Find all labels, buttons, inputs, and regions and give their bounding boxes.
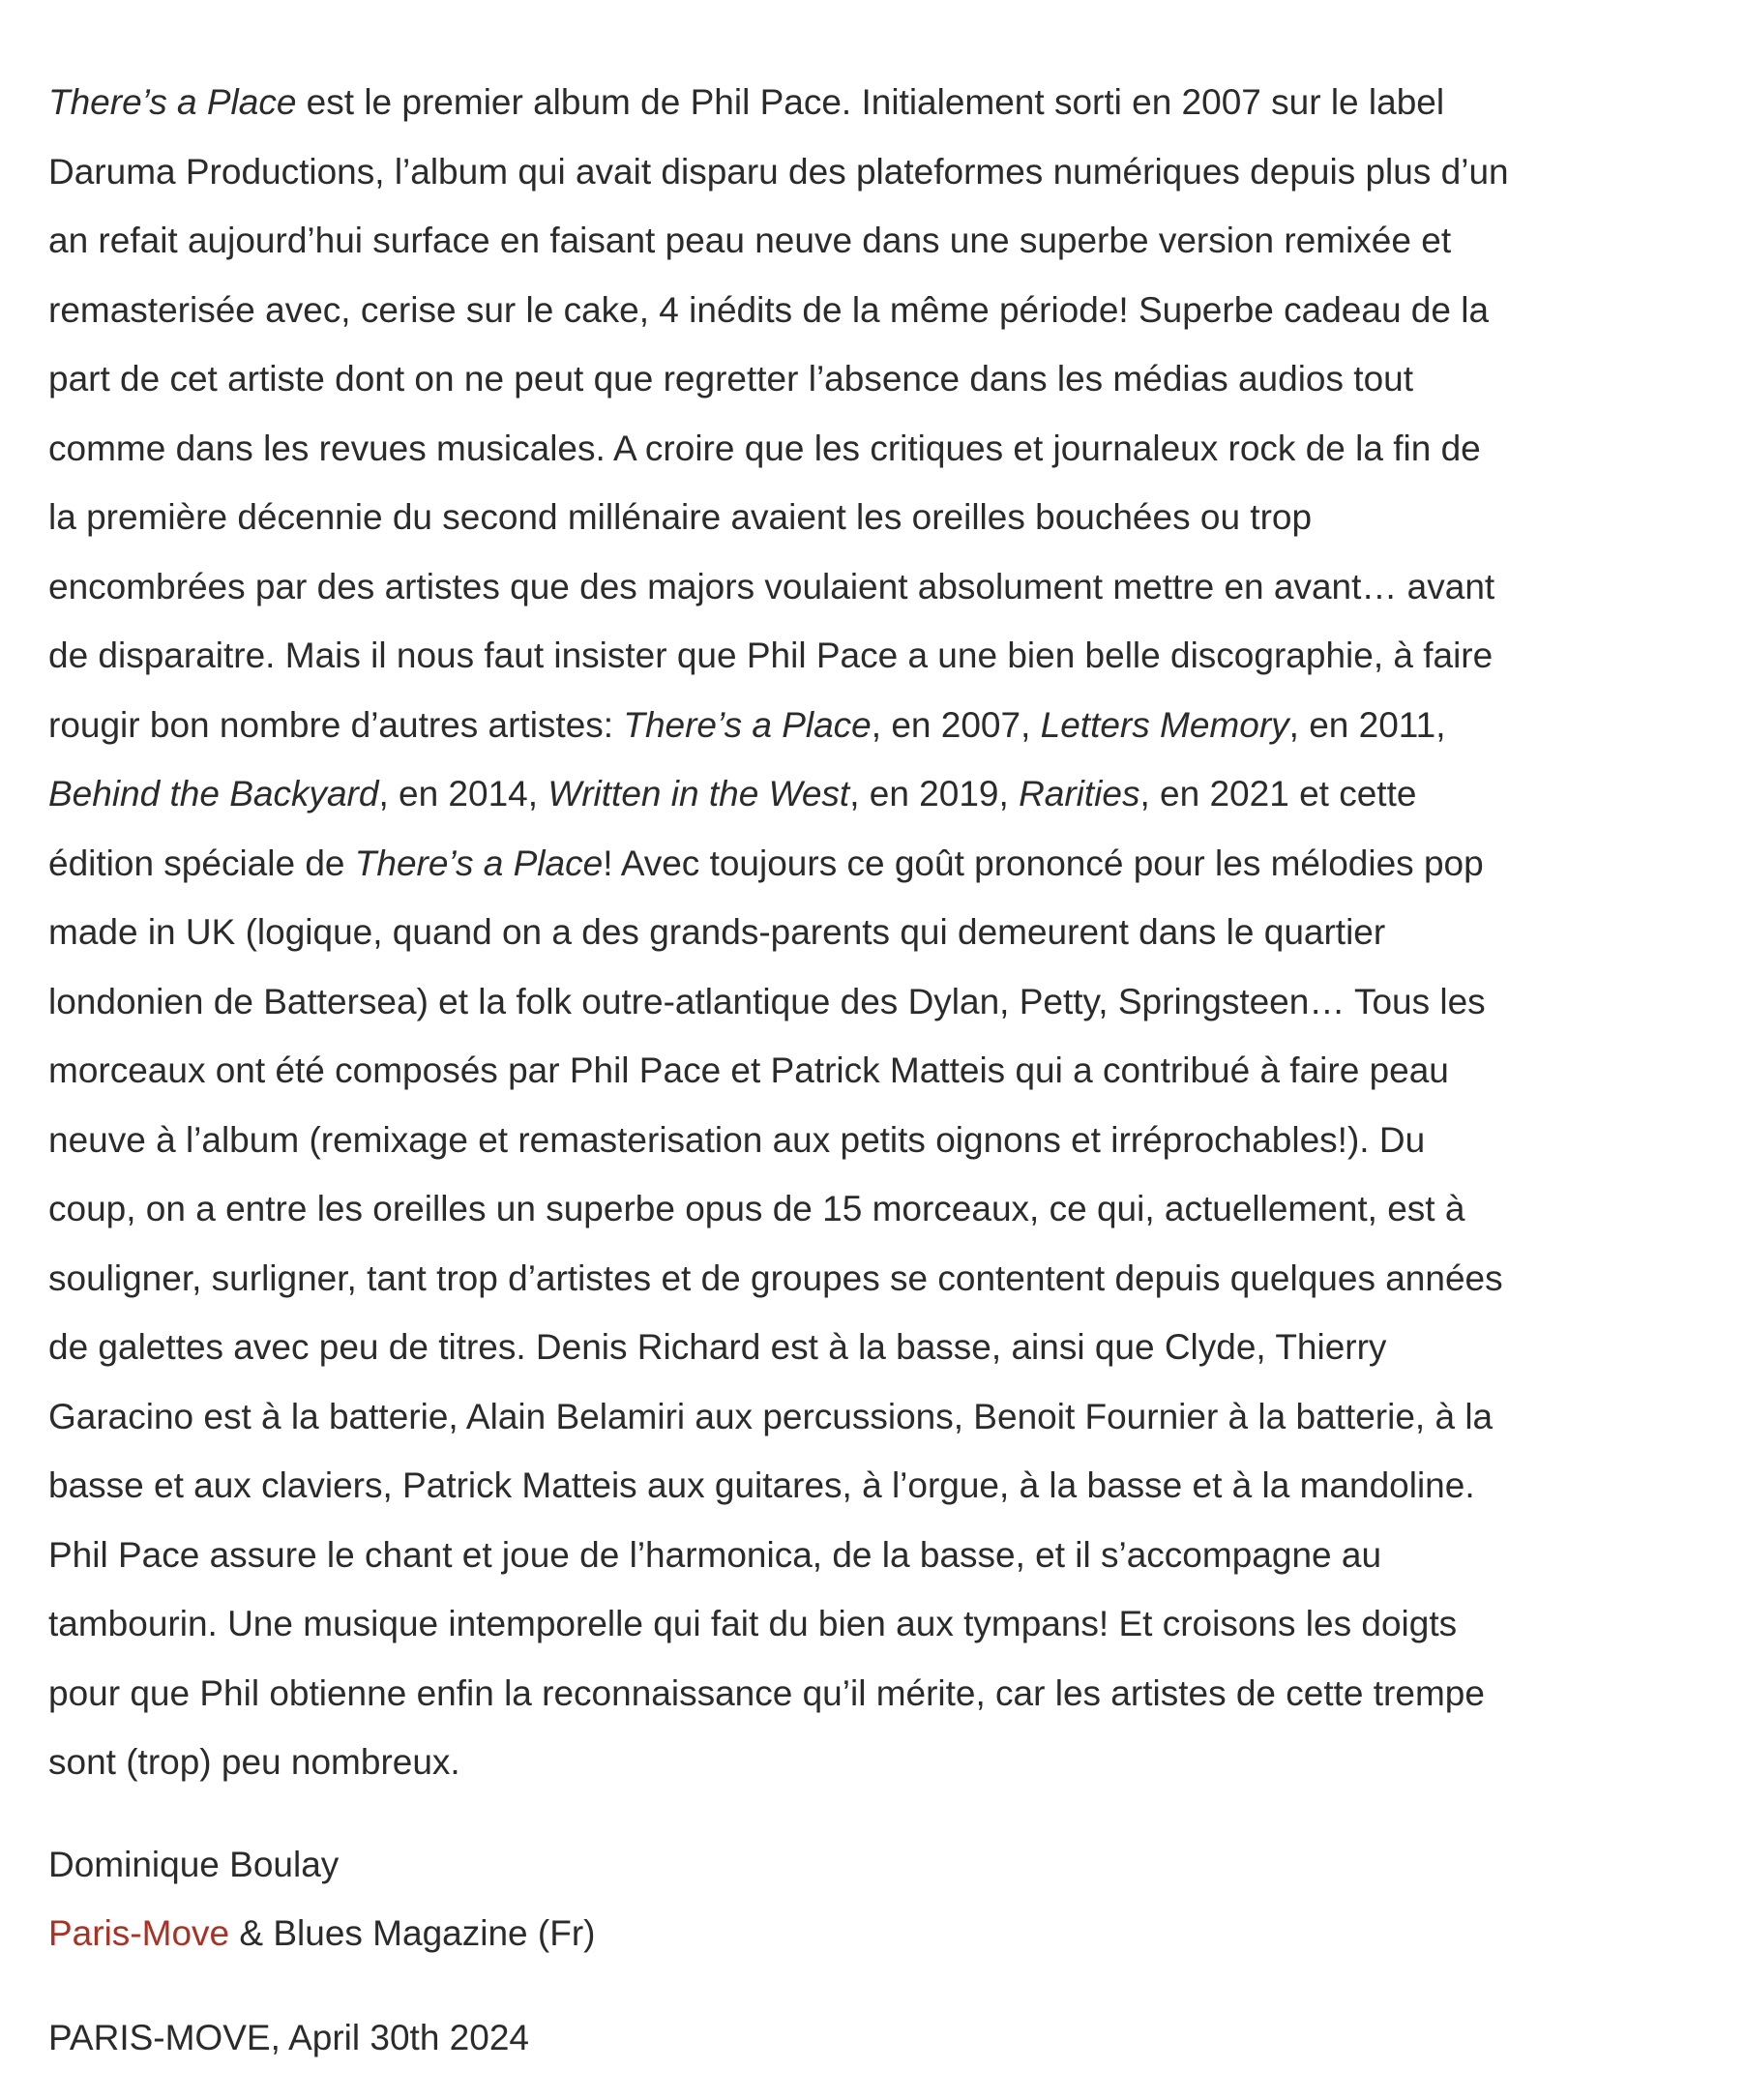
review-text: pour que Phil obtienne enfin la reconnaissance qu’il mérite, car les artistes de cette trempe — [48, 1672, 1485, 1713]
review-text: made in UK (logique, quand on a des grands-parents qui demeurent dans le quartier — [48, 912, 1386, 952]
review-line — [48, 68, 1722, 137]
review-line — [48, 759, 1722, 829]
review-text: , en 2007, — [871, 704, 1041, 745]
review-line — [48, 1036, 1722, 1106]
article — [48, 68, 1722, 2072]
author-name: Dominique Boulay — [48, 1844, 340, 1884]
review-line — [48, 344, 1722, 414]
review-text: londonien de Battersea) et la folk outre-atlantique des Dylan, Petty, Springsteen… Tous les — [48, 981, 1486, 1021]
review-line — [48, 137, 1722, 207]
album-title: Letters Memory — [1040, 704, 1289, 745]
publication-line — [48, 1899, 1722, 1968]
album-title: There’s a Place — [354, 843, 604, 883]
review-text: sont (trop) peu nombreux. — [48, 1742, 460, 1782]
review-line — [48, 829, 1722, 899]
review-text: part de cet artiste dont on ne peut que regretter l’absence dans les médias audios tout — [48, 359, 1414, 399]
review-line — [48, 621, 1722, 691]
review-line — [48, 898, 1722, 967]
review-line — [48, 1521, 1722, 1590]
review-line — [48, 1313, 1722, 1382]
review-line — [48, 414, 1722, 484]
review-text: , en 2019, — [849, 774, 1020, 813]
review-text: basse et aux claviers, Patrick Matteis aux guitares, à l’orgue, à la basse et à la mandoline. — [48, 1465, 1475, 1505]
review-text: remasterisée avec, cerise sur le cake, 4 inédits de la même période! Superbe cadeau de la — [48, 289, 1490, 330]
review-text: comme dans les revues musicales. A croire que les critiques et journaleux rock de la fin de — [48, 428, 1481, 468]
paris-move-link[interactable]: Paris-Move — [48, 1913, 230, 1953]
review-text: , en 2014, — [378, 774, 548, 813]
review-line — [48, 552, 1722, 622]
album-title: Written in the West — [547, 774, 850, 813]
review-line — [48, 1589, 1722, 1659]
review-text: rougir bon nombre d’autres artistes: — [48, 704, 624, 745]
album-title: There’s a Place — [48, 82, 297, 122]
review-text: tambourin. Une musique intemporelle qui fait du bien aux tympans! Et croisons les doigts — [48, 1604, 1458, 1643]
review-line — [48, 483, 1722, 552]
review-line — [48, 206, 1722, 276]
review-line — [48, 1244, 1722, 1314]
album-title: Rarities — [1019, 774, 1140, 813]
album-title: Behind the Backyard — [48, 774, 379, 813]
review-text: souligner, surligner, tant trop d’artistes et de groupes se contentent depuis quelques années — [48, 1257, 1503, 1298]
review-line — [48, 1382, 1722, 1452]
review-line — [48, 691, 1722, 760]
review-text: est le premier album de Phil Pace. Initialement sorti en 2007 sur le label — [296, 82, 1445, 122]
review-text: édition spéciale de — [48, 843, 355, 883]
review-text: neuve à l’album (remixage et remasterisation aux petits oignons et irréprochables!). Du — [48, 1119, 1426, 1160]
album-title: There’s a Place — [623, 704, 872, 745]
review-text: de galettes avec peu de titres. Denis Richard est à la basse, ainsi que Clyde, Thierry — [48, 1327, 1387, 1367]
review-text: ! Avec toujours ce goût prononcé pour les mélodies pop — [603, 843, 1484, 883]
review-line — [48, 967, 1722, 1037]
review-text: encombrées par des artistes que des majors voulaient absolument mettre en avant… avant — [48, 566, 1495, 606]
review-line — [48, 1174, 1722, 1244]
publication-rest: & Blues Magazine (Fr) — [229, 1913, 596, 1953]
review-text: an refait aujourd’hui surface en faisant peau neuve dans une superbe version remixée et — [48, 221, 1452, 260]
review-line — [48, 276, 1722, 345]
review-text: coup, on a entre les oreilles un superbe opus de 15 morceaux, ce qui, actuellement, est à — [48, 1189, 1465, 1228]
signature-block — [48, 1830, 1722, 1968]
review-line — [48, 1659, 1722, 1729]
review-text: , en 2011, — [1288, 704, 1446, 745]
review-text: Daruma Productions, l’album qui avait disparu des plateformes numériques depuis plus d’un — [48, 151, 1509, 192]
review-line — [48, 1451, 1722, 1521]
review-text: , en 2021 et cette — [1139, 774, 1417, 813]
review-line — [48, 1106, 1722, 1175]
review-body — [48, 68, 1722, 1797]
review-line — [48, 1728, 1722, 1797]
review-text: de disparaitre. Mais il nous faut insister que Phil Pace a une bien belle discographie, à faire — [48, 636, 1494, 675]
review-text: la première décennie du second millénaire avaient les oreilles bouchées ou trop — [48, 497, 1313, 537]
review-text: morceaux ont été composés par Phil Pace et Patrick Matteis qui a contribué à faire peau — [48, 1050, 1449, 1090]
dateline: PARIS-MOVE, April 30th 2024 — [48, 2017, 529, 2057]
review-text: Garacino est à la batterie, Alain Belamiri aux percussions, Benoit Fournier à la batterie, à la — [48, 1396, 1494, 1436]
review-text: Phil Pace assure le chant et joue de l’harmonica, de la basse, et il s’accompagne au — [48, 1534, 1382, 1575]
